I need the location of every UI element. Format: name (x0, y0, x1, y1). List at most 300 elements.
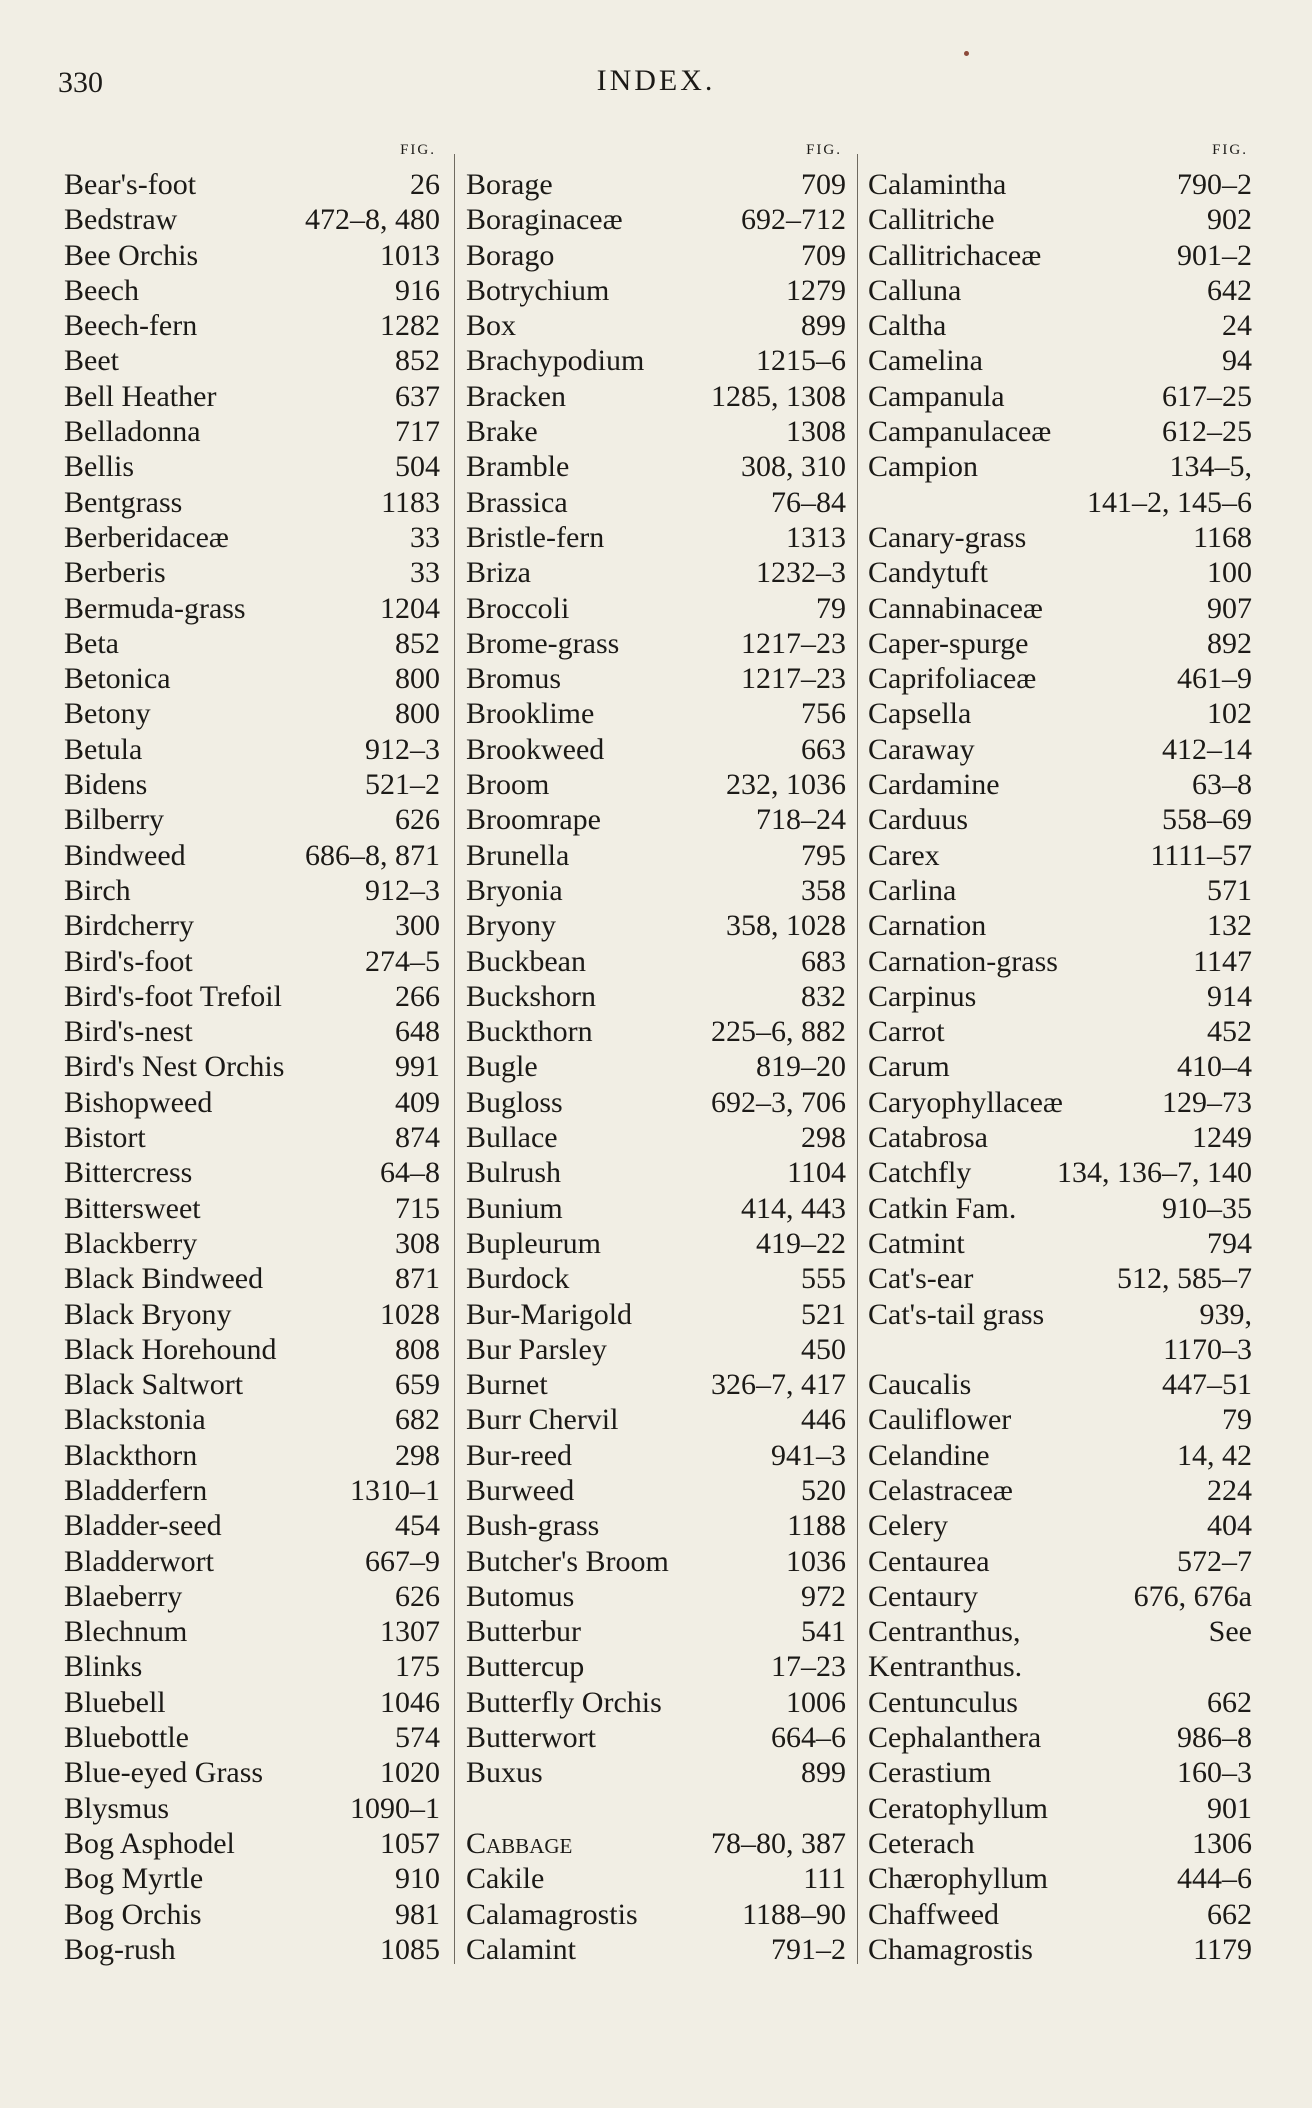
index-entry (868, 274, 1252, 309)
entry-figure-ref: 33 (410, 520, 440, 554)
entry-term: Carlina (868, 873, 957, 907)
index-entry (868, 380, 1252, 415)
index-entry (64, 1015, 440, 1050)
entry-term: Brunella (466, 838, 570, 872)
entry-term: Cabbage (466, 1826, 573, 1860)
entry-term: Beta (64, 626, 119, 660)
entry-term: Brake (466, 415, 538, 449)
index-entry (868, 909, 1252, 944)
entry-figure-ref: 1306 (1192, 1826, 1252, 1860)
entry-figure-ref: 102 (1207, 697, 1252, 731)
entry-term: Beech (64, 273, 139, 307)
entry-figure-ref: 1285, 1308 (711, 379, 846, 413)
entry-figure-ref: 664–6 (771, 1721, 846, 1755)
entry-term: Bupleurum (466, 1226, 601, 1260)
entry-figure-ref: 1188–90 (742, 1897, 846, 1931)
index-entry (466, 1545, 846, 1580)
index-entry (466, 239, 846, 274)
entry-figure-ref: 1147 (1193, 944, 1252, 978)
entry-term: Butterfly Orchis (466, 1685, 662, 1719)
index-column-1 (64, 142, 440, 1968)
entry-term: Bellis (64, 450, 135, 484)
entry-term: Chærophyllum (868, 1862, 1049, 1896)
entry-figure-ref: 444–6 (1177, 1862, 1252, 1896)
index-entry (64, 1227, 440, 1262)
index-entry (64, 1721, 440, 1756)
entry-term: Bullace (466, 1121, 558, 1155)
index-entry (868, 1015, 1252, 1050)
entry-term: Black Bryony (64, 1297, 232, 1331)
entry-figure-ref: 1313 (786, 520, 846, 554)
entry-term: Carduus (868, 803, 968, 837)
index-entry (64, 1545, 440, 1580)
entry-term: Campion (868, 450, 978, 484)
entry-figure-ref: 941–3 (771, 1438, 846, 1472)
entry-figure-ref: 410–4 (1177, 1050, 1252, 1084)
index-entry (868, 1509, 1252, 1544)
index-entry (466, 1015, 846, 1050)
entry-term: Celastraceæ (868, 1473, 1013, 1507)
entry-term: Catmint (868, 1226, 965, 1260)
index-entry (868, 1050, 1252, 1085)
index-entry (64, 1192, 440, 1227)
entry-figure-ref: 1179 (1193, 1932, 1252, 1966)
entry-figure-ref: 910 (395, 1862, 440, 1896)
index-entry (868, 1792, 1252, 1827)
index-entry (466, 768, 846, 803)
running-title: INDEX. (596, 64, 716, 97)
entry-term: Bladderfern (64, 1473, 208, 1507)
entry-figure-ref: 358 (801, 873, 846, 907)
entry-term: Borage (466, 168, 553, 201)
entry-term: Blysmus (64, 1791, 170, 1825)
index-entry (868, 768, 1252, 803)
index-entry (868, 344, 1252, 379)
entry-term: Buckshorn (466, 979, 596, 1013)
entry-figure-ref: 419–22 (756, 1226, 846, 1260)
entry-figure-ref: 24 (1222, 309, 1252, 343)
index-entry (64, 909, 440, 944)
entry-term: Catkin Fam. (868, 1191, 1017, 1225)
entry-term: Catabrosa (868, 1121, 988, 1155)
index-entry (466, 839, 846, 874)
entry-term: Carnation (868, 909, 987, 943)
entry-figure-ref: 1249 (1192, 1121, 1252, 1155)
index-entry (466, 1686, 846, 1721)
entry-figure-ref: 676, 676a (1133, 1579, 1252, 1613)
index-entry (64, 415, 440, 450)
entry-figure-ref: 907 (1207, 591, 1252, 625)
entry-figure-ref: 709 (801, 238, 846, 272)
index-entry (868, 1192, 1252, 1227)
entry-term: Blaeberry (64, 1579, 183, 1613)
entry-figure-ref: 1046 (380, 1685, 440, 1719)
column-rule (454, 154, 455, 1964)
index-entry (466, 1192, 846, 1227)
entry-term: Butomus (466, 1579, 575, 1613)
index-entry (466, 344, 846, 379)
entry-term: Berberidaceæ (64, 520, 229, 554)
entry-figure-ref: 404 (1207, 1509, 1252, 1543)
index-entry (868, 168, 1252, 203)
index-entry (868, 521, 1252, 556)
index-entry (466, 521, 846, 556)
entry-term: Caprifoliaceæ (868, 662, 1037, 696)
entry-term: Calluna (868, 273, 962, 307)
entry-figure-ref: 76–84 (771, 485, 846, 519)
entry-term: Blechnum (64, 1615, 188, 1649)
entry-figure-ref: 326–7, 417 (711, 1368, 846, 1402)
entry-term: Canary-grass (868, 520, 1027, 554)
entry-figure-ref: 682 (395, 1403, 440, 1437)
entry-term: Bog Orchis (64, 1897, 202, 1931)
entry-term: Brooklime (466, 697, 595, 731)
entry-term: Bristle-fern (466, 520, 605, 554)
index-entry (466, 1933, 846, 1968)
index-entry (466, 1086, 846, 1121)
index-entry (466, 1756, 846, 1791)
entry-term: Bell Heather (64, 379, 217, 413)
entry-term: Bladder-seed (64, 1509, 222, 1543)
entry-list (64, 168, 440, 1968)
entry-term: Bur Parsley (466, 1332, 607, 1366)
index-entry (868, 1721, 1252, 1756)
entry-figure-ref: 64–8 (380, 1156, 440, 1190)
entry-term: Burr Chervil (466, 1403, 619, 1437)
entry-term: Callitrichaceæ (868, 238, 1042, 272)
entry-term: Burnet (466, 1368, 548, 1402)
entry-figure-ref: 648 (395, 1015, 440, 1049)
entry-term: Beet (64, 344, 119, 378)
index-entry (868, 697, 1252, 732)
index-entry (466, 1862, 846, 1897)
entry-term: Broccoli (466, 591, 570, 625)
entry-term: Carrot (868, 1015, 945, 1049)
entry-term: Bluebottle (64, 1721, 189, 1755)
entry-figure-ref: 232, 1036 (726, 768, 846, 802)
entry-figure-ref: 298 (395, 1438, 440, 1472)
index-entry (868, 1121, 1252, 1156)
entry-figure-ref: 1057 (380, 1826, 440, 1860)
entry-term: Bush-grass (466, 1509, 600, 1543)
index-entry (64, 1862, 440, 1897)
entry-term: Borago (466, 238, 555, 272)
entry-figure-ref: 892 (1207, 626, 1252, 660)
entry-figure-ref: 626 (395, 803, 440, 837)
index-entry (64, 592, 440, 627)
entry-figure-ref: 14, 42 (1177, 1438, 1252, 1472)
index-entry (868, 203, 1252, 238)
index-entry (868, 1474, 1252, 1509)
entry-term: Beech-fern (64, 309, 198, 343)
entry-term: Broom (466, 768, 550, 802)
entry-term: Cerastium (868, 1756, 992, 1790)
entry-figure-ref: 572–7 (1177, 1544, 1252, 1578)
entry-term: Callitriche (868, 203, 995, 237)
index-entry (64, 1121, 440, 1156)
index-entry (868, 1580, 1252, 1615)
index-entry (466, 1474, 846, 1509)
index-entry (64, 803, 440, 838)
index-entry (868, 1333, 1252, 1368)
entry-figure-ref: 1279 (786, 273, 846, 307)
entry-term: Bee Orchis (64, 238, 199, 272)
index-entry (64, 203, 440, 238)
entry-figure-ref: 132 (1207, 909, 1252, 943)
entry-term: Bentgrass (64, 485, 183, 519)
index-entry (64, 274, 440, 309)
entry-figure-ref: 520 (801, 1473, 846, 1507)
entry-term: Buxus (466, 1756, 543, 1790)
entry-term: Celandine (868, 1438, 990, 1472)
entry-term: Bluebell (64, 1685, 166, 1719)
index-entry (868, 1298, 1252, 1333)
entry-figure-ref: 175 (395, 1650, 440, 1684)
index-entry (64, 309, 440, 344)
index-entry (64, 1898, 440, 1933)
entry-term: Butterwort (466, 1721, 596, 1755)
entry-figure-ref: 1217–23 (741, 662, 846, 696)
entry-figure-ref: 1104 (787, 1156, 846, 1190)
entry-figure-ref: 225–6, 882 (711, 1015, 846, 1049)
entry-term: Brassica (466, 485, 568, 519)
entry-term: Bramble (466, 450, 570, 484)
index-entry (64, 344, 440, 379)
entry-term: Capsella (868, 697, 972, 731)
entry-term: Blackstonia (64, 1403, 206, 1437)
entry-figure-ref: 358, 1028 (726, 909, 846, 943)
entry-term: Bistort (64, 1121, 146, 1155)
entry-figure-ref: 686–8, 871 (305, 838, 440, 872)
entry-figure-ref: 450 (801, 1332, 846, 1366)
entry-term: Botrychium (466, 273, 610, 307)
index-entry (868, 662, 1252, 697)
index-entry (466, 1439, 846, 1474)
index-entry (868, 1650, 1252, 1685)
index-entry (466, 1615, 846, 1650)
entry-figure-ref: 78–80, 387 (711, 1826, 846, 1860)
index-entry (64, 768, 440, 803)
index-entry (868, 1086, 1252, 1121)
entry-figure-ref: 1232–3 (756, 556, 846, 590)
entry-term: Celery (868, 1509, 948, 1543)
index-entry (868, 1368, 1252, 1403)
index-entry (64, 168, 440, 203)
index-entry (466, 1721, 846, 1756)
index-entry (868, 592, 1252, 627)
index-entry (868, 1262, 1252, 1297)
index-entry (64, 1403, 440, 1438)
entry-term: Burweed (466, 1473, 575, 1507)
entry-term: Chaffweed (868, 1897, 1000, 1931)
entry-figure-ref: 409 (395, 1085, 440, 1119)
entry-figure-ref: 808 (395, 1332, 440, 1366)
entry-figure-ref: 718–24 (756, 803, 846, 837)
entry-term: Bladderwort (64, 1544, 214, 1578)
entry-term: Bog Asphodel (64, 1826, 235, 1860)
entry-figure-ref: 1183 (381, 485, 440, 519)
entry-figure-ref: 899 (801, 1756, 846, 1790)
entry-figure-ref: 447–51 (1162, 1368, 1252, 1402)
index-entry (868, 1756, 1252, 1791)
index-entry (466, 1227, 846, 1262)
entry-figure-ref: 1188 (787, 1509, 846, 1543)
entry-figure-ref: 512, 585–7 (1117, 1262, 1252, 1296)
entry-figure-ref: 134, 136–7, 140 (1057, 1156, 1252, 1190)
entry-figure-ref: 472–8, 480 (305, 203, 440, 237)
entry-figure-ref: 141–2, 145–6 (1087, 485, 1252, 519)
entry-term: Bishopweed (64, 1085, 213, 1119)
entry-figure-ref: 100 (1207, 556, 1252, 590)
index-entry (868, 980, 1252, 1015)
entry-figure-ref: 791–2 (771, 1932, 846, 1966)
index-entry (466, 1650, 846, 1685)
entry-figure-ref: 461–9 (1177, 662, 1252, 696)
entry-term: Buckthorn (466, 1015, 593, 1049)
entry-figure-ref: 1168 (1193, 520, 1252, 554)
entry-term: Betonica (64, 662, 171, 696)
entry-list (868, 168, 1252, 1968)
entry-figure-ref: 916 (395, 273, 440, 307)
entry-term: Betula (64, 732, 143, 766)
entry-figure-ref: 800 (395, 697, 440, 731)
entry-list (466, 168, 846, 1968)
entry-term: Black Saltwort (64, 1368, 244, 1402)
entry-figure-ref: 33 (410, 556, 440, 590)
index-entry (64, 1509, 440, 1544)
entry-figure-ref: 912–3 (365, 732, 440, 766)
entry-figure-ref: 871 (395, 1262, 440, 1296)
entry-term: Cannabinaceæ (868, 591, 1043, 625)
index-entry (64, 1615, 440, 1650)
entry-term: Centranthus, (868, 1615, 1021, 1649)
index-entry (64, 839, 440, 874)
entry-term: Buckbean (466, 944, 586, 978)
entry-figure-ref: 914 (1207, 979, 1252, 1013)
entry-term: Bromus (466, 662, 562, 696)
index-column-3 (868, 142, 1252, 1968)
entry-term: Caraway (868, 732, 975, 766)
entry-term: Blackberry (64, 1226, 198, 1260)
index-entry (64, 662, 440, 697)
entry-figure-ref: 1090–1 (350, 1791, 440, 1825)
entry-figure-ref: 986–8 (1177, 1721, 1252, 1755)
entry-term: Kentranthus. (868, 1650, 1023, 1684)
page-number: 330 (58, 66, 103, 99)
entry-term: Calamint (466, 1932, 576, 1966)
entry-figure-ref: 790–2 (1177, 168, 1252, 201)
entry-term: Burdock (466, 1262, 570, 1296)
entry-figure-ref: 939, (1199, 1297, 1252, 1331)
entry-figure-ref: 414, 443 (741, 1191, 846, 1225)
entry-figure-ref: 160–3 (1177, 1756, 1252, 1790)
index-entry (64, 1933, 440, 1968)
entry-term: Bird's Nest Orchis (64, 1050, 285, 1084)
entry-figure-ref: 574 (395, 1721, 440, 1755)
index-entry (868, 486, 1252, 521)
entry-term: Carex (868, 838, 940, 872)
index-entry (868, 1827, 1252, 1862)
entry-figure-ref: 274–5 (365, 944, 440, 978)
index-entry (868, 839, 1252, 874)
entry-figure-ref: 667–9 (365, 1544, 440, 1578)
entry-term: Ceratophyllum (868, 1791, 1048, 1825)
entry-term: Belladonna (64, 415, 201, 449)
index-entry (466, 415, 846, 450)
index-entry (64, 1262, 440, 1297)
entry-term: Butterbur (466, 1615, 581, 1649)
entry-figure-ref: 224 (1207, 1473, 1252, 1507)
index-entry (64, 1580, 440, 1615)
entry-figure-ref: 1307 (380, 1615, 440, 1649)
ink-speck (964, 51, 969, 56)
index-entry (868, 415, 1252, 450)
entry-term: Bulrush (466, 1156, 562, 1190)
index-entry (466, 309, 846, 344)
entry-figure-ref: 626 (395, 1579, 440, 1613)
entry-term: Bugle (466, 1050, 538, 1084)
entry-figure-ref: 901–2 (1177, 238, 1252, 272)
index-entry (64, 1086, 440, 1121)
entry-figure-ref: 134–5, (1169, 450, 1252, 484)
entry-term: Cephalanthera (868, 1721, 1042, 1755)
entry-term: Bryony (466, 909, 556, 943)
entry-term: Caltha (868, 309, 947, 343)
index-entry (64, 1686, 440, 1721)
index-entry (868, 803, 1252, 838)
index-entry (466, 662, 846, 697)
entry-term: Blinks (64, 1650, 143, 1684)
index-entry (466, 1827, 846, 1862)
index-entry (64, 1827, 440, 1862)
entry-term: Bunium (466, 1191, 563, 1225)
index-entry (868, 733, 1252, 768)
entry-figure-ref: 111 (803, 1862, 846, 1896)
index-entry (466, 945, 846, 980)
entry-figure-ref: 662 (1207, 1897, 1252, 1931)
entry-figure-ref: 832 (801, 979, 846, 1013)
entry-term: Chamagrostis (868, 1932, 1033, 1966)
index-entry (868, 1686, 1252, 1721)
entry-term: Bryonia (466, 873, 563, 907)
entry-term: Cat's-tail grass (868, 1297, 1045, 1331)
fig-header: FIG. (400, 142, 436, 158)
index-entry (466, 1121, 846, 1156)
entry-figure-ref: 17–23 (771, 1650, 846, 1684)
entry-term: Bilberry (64, 803, 164, 837)
index-entry (868, 1615, 1252, 1650)
entry-figure-ref: 1006 (786, 1685, 846, 1719)
entry-term: Candytuft (868, 556, 988, 590)
index-entry (466, 1050, 846, 1085)
index-entry (868, 874, 1252, 909)
index-entry (868, 1403, 1252, 1438)
entry-figure-ref: 521–2 (365, 768, 440, 802)
entry-figure-ref: 504 (395, 450, 440, 484)
entry-figure-ref: 972 (801, 1579, 846, 1613)
fig-header: FIG. (806, 142, 842, 158)
entry-figure-ref: 717 (395, 415, 440, 449)
entry-term: Campanula (868, 379, 1005, 413)
entry-figure-ref: 795 (801, 838, 846, 872)
index-entry (466, 203, 846, 238)
entry-figure-ref: 692–3, 706 (711, 1085, 846, 1119)
index-entry (64, 1050, 440, 1085)
entry-term: Catchfly (868, 1156, 972, 1190)
entry-figure-ref: 26 (410, 168, 440, 201)
index-entry (466, 980, 846, 1015)
fig-header: FIG. (1212, 142, 1248, 158)
